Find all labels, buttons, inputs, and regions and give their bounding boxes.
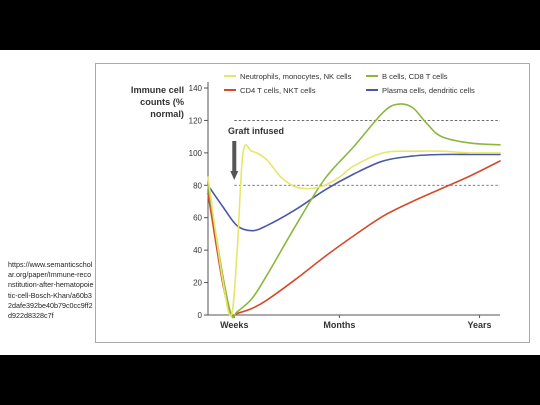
y-tick-label: 120	[188, 116, 202, 126]
legend-label: Neutrophils, monocytes, NK cells	[240, 72, 352, 81]
legend-label: Plasma cells, dendritic cells	[382, 86, 475, 95]
legend-label: B cells, CD8 T cells	[382, 72, 448, 81]
y-tick-label: 140	[188, 84, 202, 93]
y-tick-label: 40	[193, 246, 202, 256]
x-tick-label: Weeks	[220, 320, 249, 330]
legend	[224, 72, 475, 95]
graft-infused-label: Graft infused	[228, 126, 285, 136]
y-tick-label: 60	[193, 213, 202, 223]
y-axis-label-line1: Immune cell	[130, 85, 184, 95]
y-tick-label: 0	[197, 311, 202, 320]
series-line-cd4-t-cells-nkt-cells	[208, 161, 500, 317]
legend-label: CD4 T cells, NKT cells	[240, 86, 316, 95]
graft-arrow-head	[230, 171, 238, 180]
x-tick-label: Years	[467, 320, 492, 330]
y-axis-label-line2: counts (% normal)	[140, 97, 184, 119]
y-tick-label: 100	[188, 148, 202, 158]
y-tick-label: 20	[193, 278, 202, 288]
graft-arrow-shaft	[232, 141, 236, 171]
x-tick-label: Months	[323, 320, 356, 330]
y-tick-label: 80	[193, 181, 202, 191]
source-url: https://www.semanticscholar.org/paper/Immune-reconstitution-after-hematopoietic-cell-Bosch-Khan/a60b32dafe392be40b79c0cc9ff2d922d8328c7f	[8, 260, 94, 321]
axes	[189, 82, 500, 330]
